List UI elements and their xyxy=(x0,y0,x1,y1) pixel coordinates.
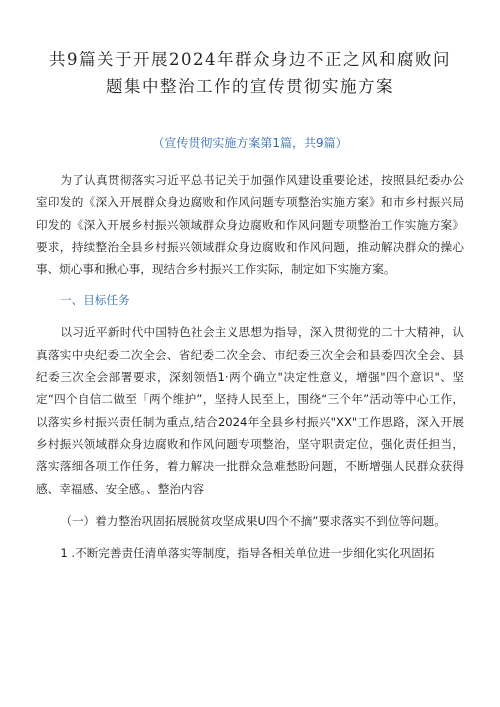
intro-paragraph: 为了认真贯彻落实习近平总书记关于加强作风建设重要论述，按照县纪委办公室印发的《深入开展群众身边腐败和作风问题专项整治实施方案》和市乡村振兴局印发的《深入开展乡村振兴领域群众身边腐败和作风问题专项整治工作实施方案》要求，持续整治全县乡村振兴领域群众身边腐败和作风问题，推动解决群众的操心事、烦心事和揪心事，现结合乡村振兴工作实际，制定如下实施方案。 xyxy=(36,173,464,277)
title-line-1: 共9篇关于开展2024年群众身边不正之风和腐败问 xyxy=(49,50,451,69)
list-item-paragraph: 1 .不断完善责任清单落实等制度，指导各相关单位进一步细化实化巩固拓 xyxy=(60,546,435,561)
subsection-paragraph: （一）着力整治巩固拓展脱贫攻坚成果U四个不摘”要求落实不到位等问题。 xyxy=(60,513,446,528)
section-heading: 一、目标任务 xyxy=(60,293,130,308)
title-line-2: 题集中整治工作的宣传贯彻实施方案 xyxy=(106,77,394,96)
document-title xyxy=(36,0,464,100)
body-paragraph: 以习近平新时代中国特色社会主义思想为指导，深入贯彻党的二十大精神，认真落实中央纪委二次全会、省纪委二次全会、市纪委三次全会和县委四次全会、县纪委三次全会部署要求，深刻领悟1·两个确立"决定性意义，增强"四个意识"、坚定“四个自信二做至「两个维护”，坚持人民至上，围绕“三个年”活动等中心工作，以落实乡村振兴责任制为重点,结合2024年全县乡村振兴"XX"工作思路，深入开展乡村振兴领域群众身边腐败和作风问题专项整治，坚守职责定位，强化责任担当，落实落细各项工作任务，着力解决一批群众急难愁盼问题，不断增强人民群众获得感、幸福感、安全感。、整治内容 xyxy=(36,325,464,496)
document-subtitle: （宣传贯彻实施方案第1篇，共9篇） xyxy=(152,136,348,150)
